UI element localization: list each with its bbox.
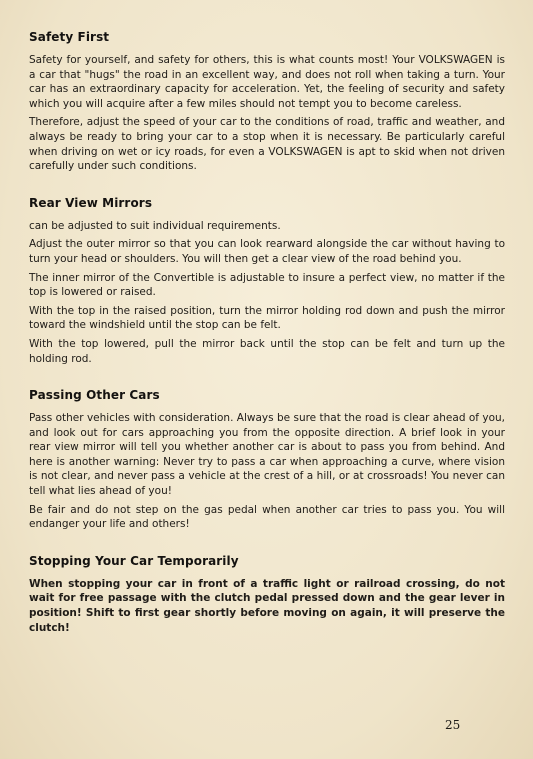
section-passing-other-cars xyxy=(29,388,505,532)
section-heading: Rear View Mirrors xyxy=(29,195,153,210)
paragraph: When stopping your car in front of a traffic light or railroad crossing, do not wait for free passage with the clutch pedal pressed down and the gear lever in position! Shift to first gear shortly before moving on again, it will preserve the clutch! xyxy=(29,577,505,634)
section-rear-view-mirrors xyxy=(29,196,505,366)
paragraph: Be fair and do not step on the gas pedal when another car tries to pass you. You will endanger your life and others! xyxy=(29,503,505,531)
paragraph: The inner mirror of the Convertible is adjustable to insure a perfect view, no matter if the top is lowered or raised. xyxy=(29,271,505,299)
paragraph: With the top in the raised position, turn the mirror holding rod down and push the mirror toward the windshield until the stop can be felt. xyxy=(29,304,505,332)
paragraph: can be adjusted to suit individual requirements. xyxy=(29,219,281,232)
paragraph: With the top lowered, pull the mirror back until the stop can be felt and turn up the holding rod. xyxy=(29,337,505,365)
section-safety-first xyxy=(29,30,505,174)
paragraph: Therefore, adjust the speed of your car to the conditions of road, traffic and weather, and always be ready to bring your car to a stop when it is necessary. Be particularly careful when driving on wet or icy roads, for even a VOLKSWAGEN is apt to skid when not driven carefully under such conditions. xyxy=(29,116,505,173)
page-number: 25 xyxy=(445,718,461,732)
section-heading: Stopping Your Car Temporarily xyxy=(29,553,239,568)
section-stopping-car xyxy=(29,554,505,635)
paragraph: Safety for yourself, and safety for others, this is what counts most! Your VOLKSWAGEN is a car that "hugs" the road in an excellent way, and does not roll when taking a turn. Your car has an extraordinary capacity for acceleration. Yet, the feeling of security and safety which you will acquire after a few miles should not tempt you to become careless. xyxy=(29,54,505,110)
paragraph: Adjust the outer mirror so that you can look rearward alongside the car without having to turn your head or shoulders. You will then get a clear view of the road behind you. xyxy=(29,238,505,265)
section-heading: Passing Other Cars xyxy=(29,388,160,403)
section-heading: Safety First xyxy=(29,30,110,44)
paragraph: Pass other vehicles with consideration. Always be sure that the road is clear ahead of you, and look out for cars approaching you from the opposite direction. A brief look in your rear view mirror will tell you whether another car is about to pass you from behind. And here is another warning: Never try to pass a car when approaching a curve, where vision is not clear, and never pass a vehicle at the crest of a hill, or at crossroads! You never can tell what lies ahead of you! xyxy=(29,412,505,498)
page-content xyxy=(29,30,505,639)
